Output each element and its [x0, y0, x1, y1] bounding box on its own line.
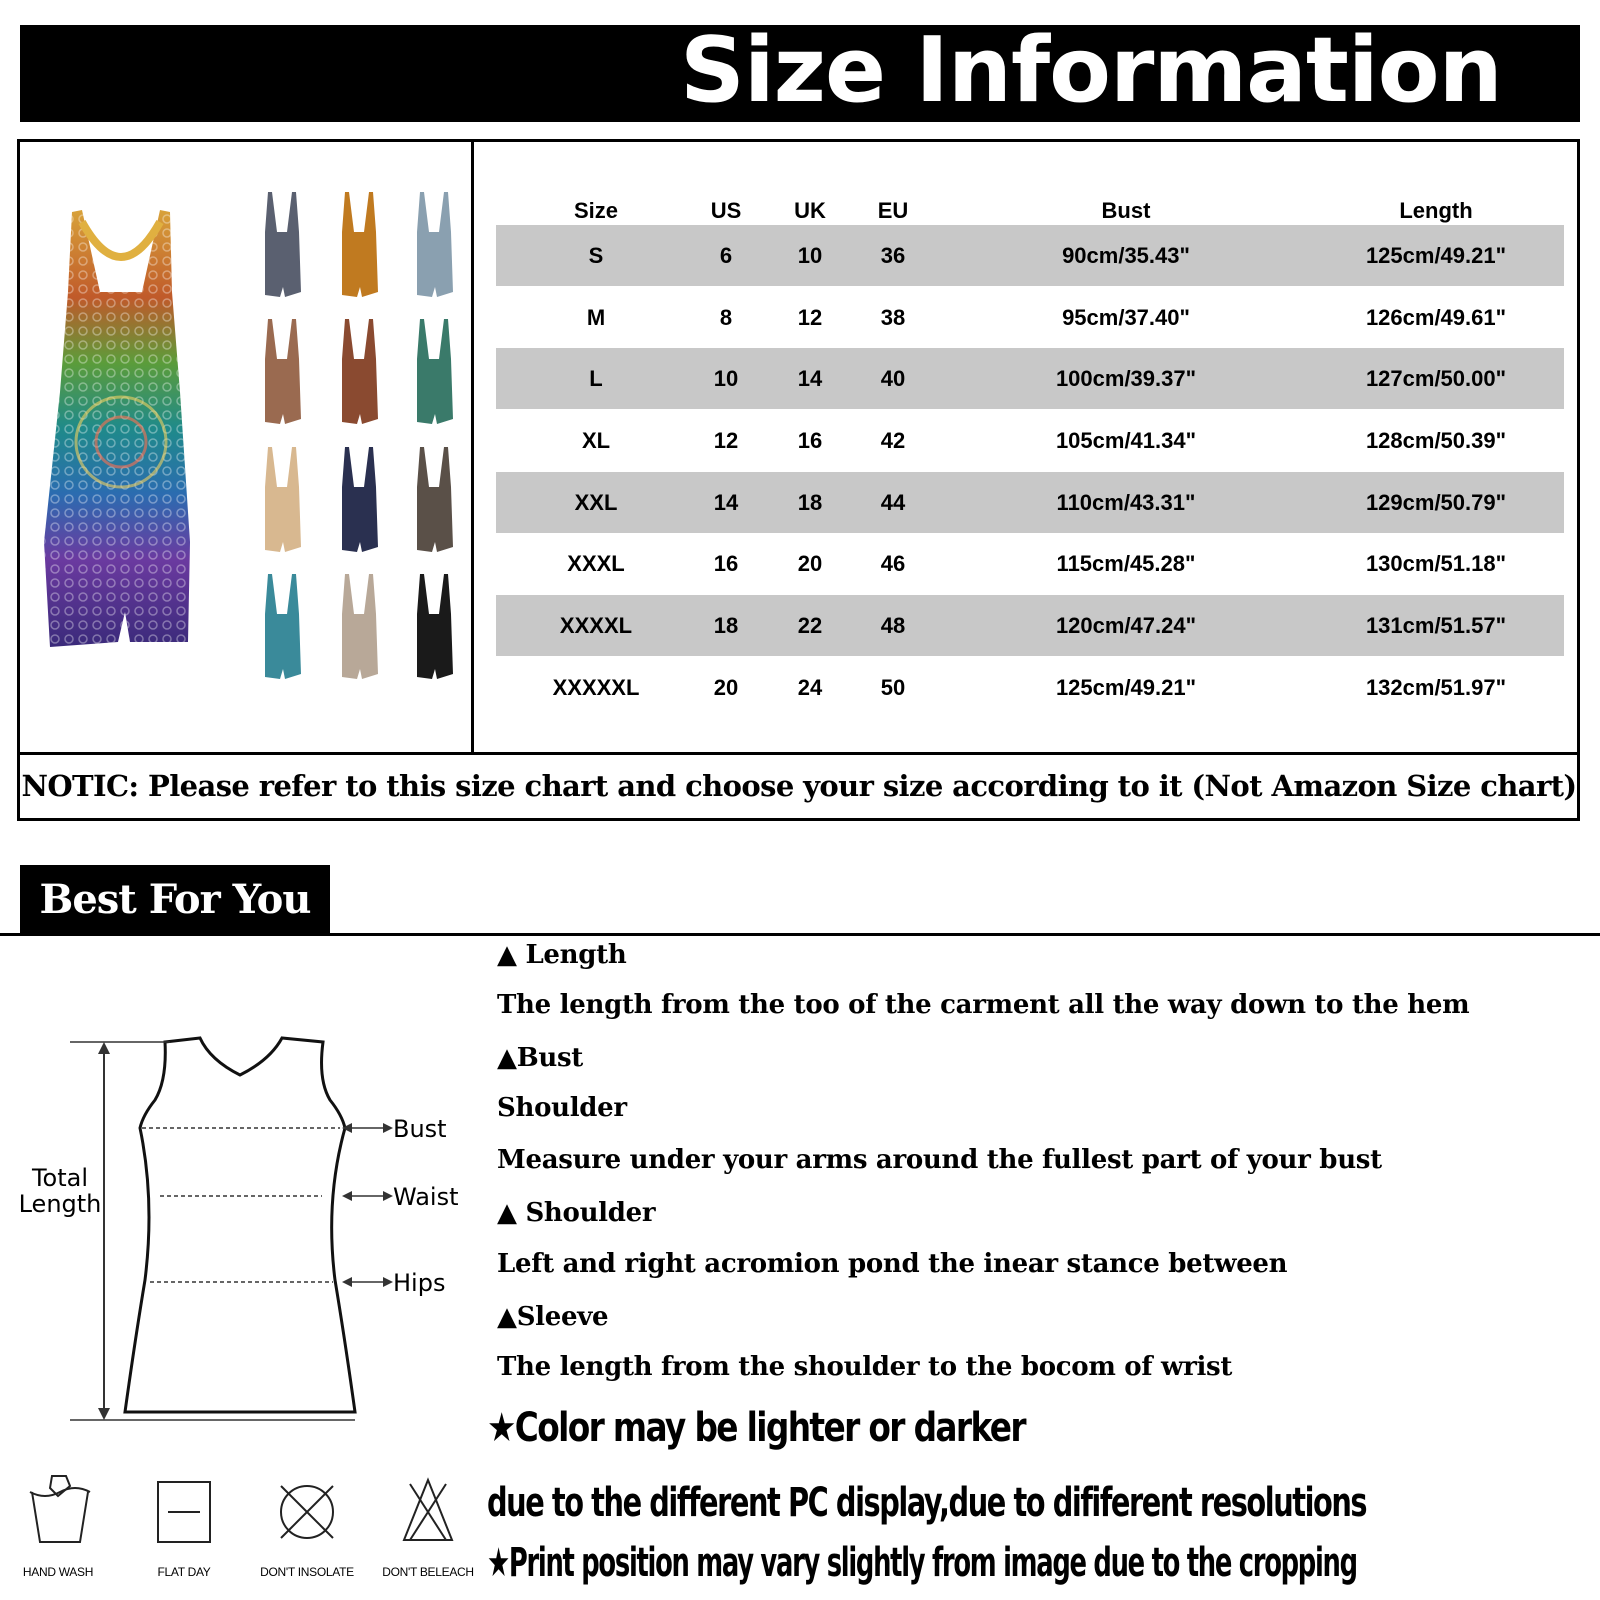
- table-cell: M: [586, 305, 606, 330]
- table-cell: 22: [797, 613, 823, 638]
- product-gallery: [20, 142, 471, 752]
- total-length-label: Length: [18, 1190, 102, 1218]
- table-cell: 105cm/41.34": [1055, 428, 1197, 453]
- table-cell: 20: [797, 551, 823, 576]
- flat-dry-icon: [158, 1482, 210, 1542]
- table-cell: 6: [719, 243, 733, 268]
- measure-text: Left and right acromion pond the inear stance between: [497, 1249, 1288, 1279]
- display-disclaimer: due to the different PC display,due to dififerent resolutions: [487, 1480, 1367, 1526]
- thumbnail-grid: [265, 192, 453, 679]
- page-title: Size Information: [680, 18, 1502, 123]
- table-cell: 100cm/39.37": [1055, 366, 1197, 391]
- arrow-left-icon: [342, 1277, 352, 1287]
- table-row: [496, 287, 1564, 348]
- table-cell: XL: [581, 428, 611, 453]
- table-cell: XXXXXL: [552, 675, 640, 700]
- arrow-down-icon: [98, 1408, 110, 1420]
- section-divider: [0, 933, 1600, 936]
- main-jumpsuit-image: [44, 210, 190, 647]
- measure-heading: ▲Bust: [497, 1043, 584, 1073]
- table-cell: 115cm/45.28": [1056, 551, 1196, 576]
- measure-heading: ▲ Shoulder: [497, 1198, 656, 1228]
- panel-divider: [471, 139, 474, 753]
- arrow-right-icon: [383, 1123, 393, 1133]
- table-cell: 18: [797, 490, 823, 515]
- care-icons: [0, 1470, 480, 1560]
- table-cell: L: [589, 366, 603, 391]
- dont-bleach-icon: [404, 1480, 452, 1540]
- section-title: Best For You: [39, 876, 311, 923]
- measure-text: The length from the shoulder to the bocom of wrist: [497, 1352, 1233, 1382]
- table-cell: 44: [880, 490, 906, 515]
- table-cell: 128cm/50.39": [1365, 428, 1507, 453]
- table-cell: 131cm/51.57": [1365, 613, 1507, 638]
- table-cell: 130cm/51.18": [1365, 551, 1507, 576]
- table-cell: 46: [880, 551, 906, 576]
- table-row: [496, 410, 1564, 471]
- color-disclaimer: ★Color may be lighter or darker: [487, 1405, 1025, 1451]
- measure-heading: ▲ Length: [497, 940, 627, 970]
- size-notice: NOTIC: Please refer to this size chart and choose your size according to it (Not Amazon Size chart): [21, 769, 1577, 803]
- table-cell: 12: [797, 305, 823, 330]
- column-header: US: [710, 198, 742, 223]
- table-cell: 120cm/47.24": [1055, 613, 1197, 638]
- arrow-left-icon: [342, 1191, 352, 1201]
- table-row: [496, 595, 1564, 656]
- table-cell: 20: [713, 675, 739, 700]
- arrow-up-icon: [98, 1042, 110, 1054]
- waist-label: Waist: [393, 1183, 459, 1211]
- column-header: Size: [573, 198, 619, 223]
- table-row: [496, 348, 1564, 409]
- table-cell: XXXL: [567, 551, 625, 576]
- table-cell: 129cm/50.79": [1365, 490, 1507, 515]
- dress-outline: [125, 1038, 355, 1412]
- care-label: FLAT DAY: [157, 1565, 211, 1579]
- hand-wash-icon: [30, 1476, 90, 1542]
- table-cell: 95cm/37.40": [1062, 305, 1190, 330]
- measure-text: Measure under your arms around the fullest part of your bust: [497, 1145, 1382, 1175]
- table-cell: 48: [880, 613, 906, 638]
- table-cell: S: [588, 243, 604, 268]
- table-cell: 50: [880, 675, 906, 700]
- measure-heading: ▲Sleeve: [497, 1302, 609, 1332]
- total-length-label: Total: [31, 1164, 89, 1192]
- column-header: Bust: [1101, 198, 1151, 223]
- table-cell: 8: [719, 305, 733, 330]
- measurement-diagram: [0, 1020, 480, 1430]
- table-cell: 16: [713, 551, 739, 576]
- table-cell: 38: [880, 305, 906, 330]
- table-cell: XXXXL: [559, 613, 633, 638]
- table-cell: 24: [797, 675, 823, 700]
- care-label: DON'T BELEACH: [382, 1565, 474, 1579]
- table-cell: 127cm/50.00": [1365, 366, 1507, 391]
- table-cell: 125cm/49.21": [1055, 675, 1197, 700]
- table-row: [496, 657, 1564, 718]
- table-cell: 90cm/35.43": [1062, 243, 1190, 268]
- table-cell: 125cm/49.21": [1365, 243, 1507, 268]
- table-cell: 18: [713, 613, 739, 638]
- table-cell: 132cm/51.97": [1365, 675, 1507, 700]
- care-label: HAND WASH: [22, 1565, 94, 1579]
- table-cell: 110cm/43.31": [1056, 490, 1196, 515]
- arrow-right-icon: [383, 1191, 393, 1201]
- column-header: UK: [794, 198, 826, 223]
- arrow-right-icon: [383, 1277, 393, 1287]
- table-cell: 40: [880, 366, 906, 391]
- table-row: [496, 533, 1564, 594]
- table-cell: XXL: [574, 490, 618, 515]
- bust-label: Bust: [393, 1115, 447, 1143]
- table-cell: 42: [880, 428, 906, 453]
- table-row: [496, 225, 1564, 286]
- table-cell: 14: [713, 490, 739, 515]
- dont-insolate-icon: [281, 1486, 333, 1538]
- table-row: [496, 472, 1564, 533]
- hips-label: Hips: [393, 1269, 446, 1297]
- table-cell: 14: [797, 366, 823, 391]
- table-cell: 10: [713, 366, 739, 391]
- column-header: Length: [1399, 198, 1473, 223]
- measure-text: Shoulder: [497, 1093, 627, 1123]
- care-label: DON'T INSOLATE: [260, 1565, 354, 1579]
- column-header: EU: [877, 198, 909, 223]
- table-cell: 12: [713, 428, 739, 453]
- table-cell: 10: [797, 243, 823, 268]
- table-cell: 16: [797, 428, 823, 453]
- print-disclaimer: ★Print position may vary slightly from image due to the cropping: [487, 1540, 1357, 1586]
- table-cell: 36: [880, 243, 906, 268]
- measure-text: The length from the too of the carment all the way down to the hem: [497, 990, 1470, 1020]
- product-images: [20, 142, 471, 752]
- table-cell: 126cm/49.61": [1365, 305, 1507, 330]
